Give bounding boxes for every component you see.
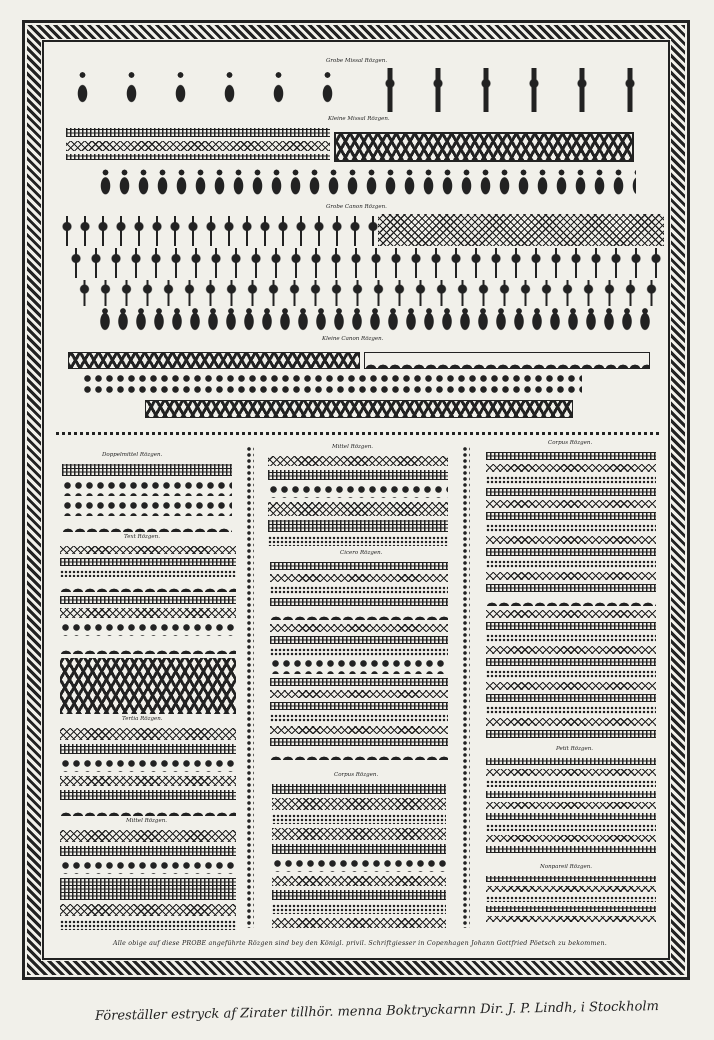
ornament-row xyxy=(270,702,448,710)
ornament-row xyxy=(486,780,656,787)
ornament-row xyxy=(272,784,446,794)
ornament-row xyxy=(486,813,656,820)
ornament-row xyxy=(60,608,236,618)
label-nonpareil: Nonpareil Rözgen. xyxy=(540,864,593,870)
ornament-row xyxy=(268,502,448,516)
ornament-row xyxy=(486,596,656,606)
ornament-row xyxy=(270,648,448,656)
ornament-row xyxy=(60,846,236,856)
label-corpus-mid: Corpus Rözgen. xyxy=(334,772,379,778)
label-mittel-left: Mittel Rözgen. xyxy=(126,818,167,824)
ornament-row xyxy=(486,500,656,508)
column-divider xyxy=(246,446,254,928)
ornament-row xyxy=(270,738,448,746)
ornament-row xyxy=(270,636,448,644)
cherub-ornament-row xyxy=(96,306,656,334)
ornament-row xyxy=(486,718,656,726)
ornament-row xyxy=(486,512,656,520)
braid-frame-ornament xyxy=(334,132,634,162)
flower-ornament-row xyxy=(74,280,664,306)
ornament-row xyxy=(62,500,232,516)
ornament-row xyxy=(272,890,446,900)
ornament-row xyxy=(486,646,656,654)
ornament-row xyxy=(60,558,236,566)
ornament-row xyxy=(272,814,446,824)
ornament-row xyxy=(270,610,448,620)
angel-ornament-row xyxy=(58,66,354,116)
ornament-row xyxy=(486,524,656,532)
label-tertia: Tertia Rözgen. xyxy=(122,716,163,722)
ornament-row xyxy=(270,574,448,582)
ornament-row xyxy=(486,658,656,666)
ornament-row xyxy=(486,670,656,678)
ornament-row xyxy=(272,828,446,840)
ornament-row xyxy=(60,804,236,816)
figure-ornament-row xyxy=(96,166,636,202)
column-divider xyxy=(462,446,470,928)
ornament-row xyxy=(272,918,446,928)
ornament-row xyxy=(486,548,656,556)
ornament-row xyxy=(62,480,232,496)
ornament-row xyxy=(486,896,656,902)
label-doppelmittel: Doppelmittel Rözgen. xyxy=(102,452,163,458)
ornament-row xyxy=(60,640,236,654)
flower-ornament-row xyxy=(66,248,662,278)
ornament-row xyxy=(268,484,448,498)
ornament-row xyxy=(270,690,448,698)
ornament-row xyxy=(60,878,236,900)
ornament-row xyxy=(268,456,448,466)
footer-text: Alle obige auf diese PROBE angeführte Rözgen sind bey den Königl. privil. Schriftgiesser in Copenhagen Johann Gottfried Pöetsch zu bekommen. xyxy=(112,940,608,947)
ornament-row xyxy=(486,464,656,472)
ornament-row xyxy=(270,586,448,594)
ornament-row xyxy=(268,520,448,532)
ornament-row xyxy=(486,634,656,642)
ornament-row xyxy=(270,726,448,734)
flower-ornament-row xyxy=(58,216,380,246)
ornament-row xyxy=(66,128,330,137)
section-divider xyxy=(56,432,662,435)
ornament-row xyxy=(272,844,446,854)
ornament-row xyxy=(60,596,236,604)
ornament-row xyxy=(272,858,446,872)
ornament-row xyxy=(270,750,448,760)
ornament-band xyxy=(145,400,573,418)
ornament-row xyxy=(486,572,656,580)
ornament-row xyxy=(486,452,656,460)
ornament-row xyxy=(62,518,232,532)
ornament-row xyxy=(60,744,236,754)
ornament-row xyxy=(486,682,656,690)
ornament-row xyxy=(60,830,236,842)
ornament-row xyxy=(270,598,448,606)
handwritten-signature: Föreställer estryck af Zirater tillhör. menna Boktryckarnn Dir. J. P. Lindh, i Stockholm xyxy=(94,999,660,1024)
ornament-row xyxy=(268,536,448,546)
ornament-row xyxy=(486,769,656,776)
ornament-row xyxy=(272,876,446,886)
ornament-row xyxy=(60,790,236,800)
ornament-row xyxy=(60,580,236,592)
ornament-row xyxy=(486,802,656,809)
ornament-row xyxy=(486,476,656,484)
ornament-row xyxy=(486,706,656,714)
ornament-row xyxy=(66,141,330,151)
label-mittel-mid: Mittel Rözgen. xyxy=(332,444,373,450)
label-text: Text Rözgen. xyxy=(124,534,160,540)
ornament-row xyxy=(270,562,448,570)
label-grobe-missal: Grobe Missal Rözgen. xyxy=(326,58,388,64)
ornament-row xyxy=(486,791,656,798)
ornament-row xyxy=(486,876,656,882)
ornament-row xyxy=(60,904,236,916)
ornament-row xyxy=(486,610,656,618)
label-kleine-missal: Kleine Missal Rözgen. xyxy=(328,116,390,122)
ornament-row xyxy=(486,536,656,544)
ornament-row xyxy=(486,584,656,592)
ornament-row xyxy=(60,860,236,874)
label-cicero: Cicero Rözgen. xyxy=(340,550,383,556)
ornament-row xyxy=(486,835,656,842)
ornament-row xyxy=(268,470,448,480)
ornament-row xyxy=(60,758,236,772)
ornament-row xyxy=(270,624,448,632)
label-petit: Petit Rözgen. xyxy=(556,746,594,752)
ornament-row xyxy=(486,824,656,831)
ornament-row xyxy=(60,728,236,740)
ornament-row xyxy=(60,920,236,930)
ornament-row xyxy=(486,758,656,765)
ornament-row xyxy=(272,798,446,810)
ornament-row xyxy=(60,570,236,577)
ornament-row xyxy=(62,464,232,476)
ornament-row xyxy=(486,622,656,630)
ornament-row xyxy=(270,714,448,722)
label-grobe-canon: Grobe Canon Rözgen. xyxy=(326,204,387,210)
label-corpus-right: Corpus Rözgen. xyxy=(548,440,593,446)
ornament-row xyxy=(60,776,236,786)
ornament-row xyxy=(270,658,448,674)
ornament-row xyxy=(486,846,656,853)
ornament-row xyxy=(486,694,656,702)
knot-ornament-row xyxy=(60,658,236,714)
ornament-row xyxy=(60,546,236,554)
ornament-row xyxy=(66,154,330,160)
ornament-row xyxy=(272,904,446,914)
ornament-row xyxy=(486,886,656,892)
ornament-row xyxy=(486,906,656,912)
ornament-row xyxy=(486,560,656,568)
ornament-row xyxy=(60,622,236,636)
ornament-row xyxy=(270,678,448,686)
basket-ornament-row xyxy=(378,214,664,246)
ornament-row xyxy=(486,730,656,738)
ornament-band xyxy=(82,373,582,396)
label-kleine-canon: Kleine Canon Rözgen. xyxy=(322,336,384,342)
ornament-row xyxy=(486,488,656,496)
ornament-row xyxy=(486,916,656,922)
ornament-band xyxy=(68,352,360,369)
ornament-band xyxy=(364,352,650,369)
flower-basket-row xyxy=(366,68,652,112)
